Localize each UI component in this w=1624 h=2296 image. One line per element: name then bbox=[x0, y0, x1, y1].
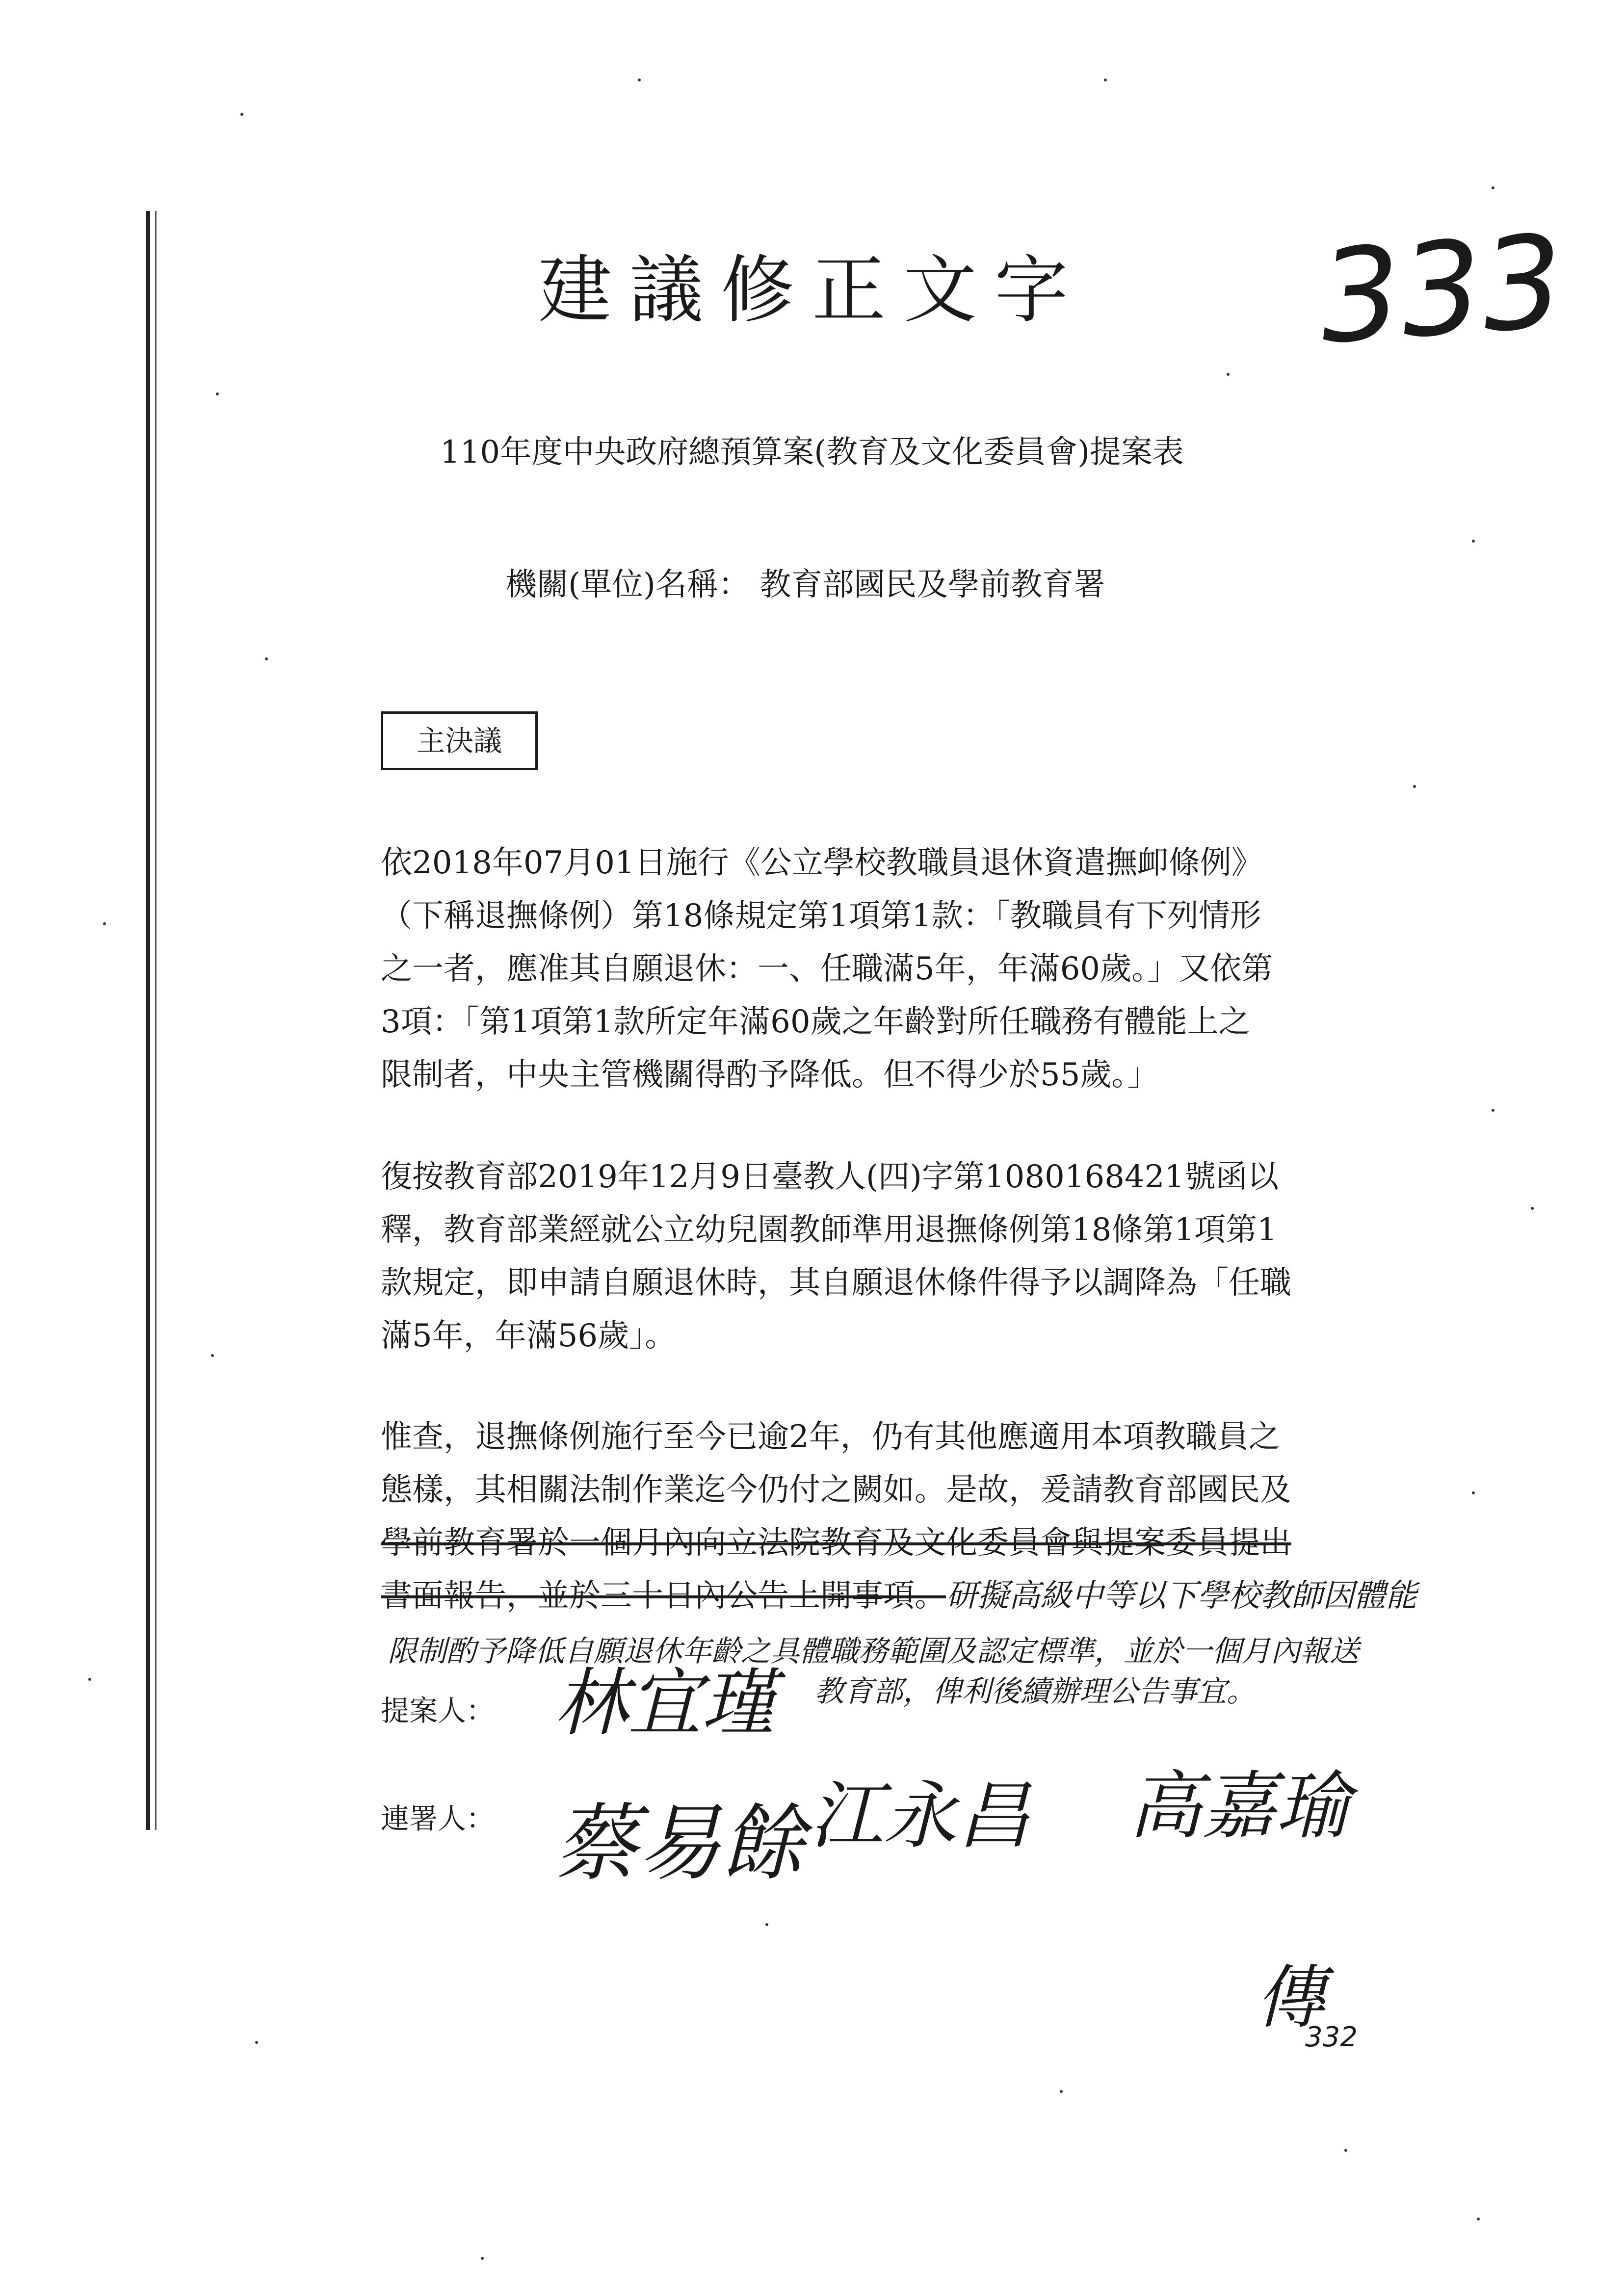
paragraph-3-line: 惟查，退撫條例施行至今已逾2年，仍有其他應適用本項教職員之 bbox=[381, 1419, 1280, 1455]
footer-signature-mark: 傳 bbox=[1256, 1958, 1325, 2038]
scan-speck bbox=[211, 1354, 214, 1357]
scan-speck bbox=[481, 2257, 484, 2260]
footer-page-number: 332 bbox=[1305, 2021, 1358, 2053]
scan-speck bbox=[1060, 2090, 1063, 2093]
form-subtitle: 110年度中央政府總預算案(教育及文化委員會)提案表 bbox=[440, 434, 1184, 470]
paragraph-1-line: 限制者，中央主管機關得酌予降低。但不得少於55歲。」 bbox=[381, 1057, 1159, 1093]
paragraph-2-line: 復按教育部2019年12月9日臺教人(四)字第1080168421號函以 bbox=[381, 1159, 1279, 1195]
cosigner-signature: 高嘉瑜 bbox=[1128, 1764, 1350, 1849]
handwritten-insertion-line: 教育部，俾利後續辦理公告事宜。 bbox=[814, 1674, 1256, 1709]
proposer-signature: 林宜瑾 bbox=[554, 1661, 776, 1746]
cosigner-label: 連署人： bbox=[381, 1802, 495, 1835]
cosigner-signature: 江永昌 bbox=[810, 1774, 1031, 1859]
scan-speck bbox=[1344, 2149, 1347, 2152]
paragraph-2 bbox=[381, 1150, 1291, 1362]
scan-speck bbox=[1227, 373, 1230, 376]
paragraph-1-line: 之一者，應准其自願退休：一、任職滿5年，年滿60歲。」又依第 bbox=[381, 951, 1273, 987]
paragraph-3-line: 態樣，其相關法制作業迄今仍付之闕如。是故，爰請教育部國民及 bbox=[381, 1472, 1291, 1508]
section-label-box: 主決議 bbox=[381, 711, 538, 770]
paragraph-3-mixed-line bbox=[381, 1569, 1417, 1622]
paragraph-2-line: 釋，教育部業經就公立幼兒園教師準用退撫條例第18條第1項第1 bbox=[381, 1212, 1277, 1248]
scan-speck bbox=[88, 1678, 91, 1681]
scan-speck bbox=[638, 78, 641, 81]
agency-name: 機關(單位)名稱： 教育部國民及學前教育署 bbox=[505, 567, 1105, 603]
paragraph-1 bbox=[381, 836, 1283, 1101]
scan-speck bbox=[1477, 2218, 1480, 2220]
struck-text-line: 學前教育署於一個月內向立法院教育及文化委員會與提案委員提出 bbox=[381, 1525, 1291, 1561]
scan-speck bbox=[265, 657, 268, 660]
scan-speck bbox=[1492, 1109, 1494, 1112]
handwritten-insertion-line: 限制酌予降低自願退休年齡之具體職務範圍及認定標準，並於一個月內報送 bbox=[388, 1634, 1359, 1669]
paragraph-2-line: 款規定，即申請自願退休時，其自願退休條件得予以調降為「任職 bbox=[381, 1265, 1291, 1301]
scan-speck bbox=[1492, 186, 1494, 189]
handwritten-insertion: 研擬高級中等以下學校教師因體能 bbox=[946, 1578, 1417, 1614]
scan-speck bbox=[1104, 78, 1107, 81]
paragraph-1-line: 3項：「第1項第1款所定年滿60歲之年齡對所任職務有體能上之 bbox=[381, 1004, 1250, 1040]
cosigner-signature: 蔡易餘 bbox=[554, 1795, 805, 1892]
struck-text: 書面報告，並於三十日內公告上開事項。 bbox=[381, 1578, 946, 1614]
scan-speck bbox=[1472, 540, 1475, 543]
scan-speck bbox=[1531, 1207, 1534, 1210]
proposer-label: 提案人： bbox=[381, 1694, 495, 1727]
scan-speck bbox=[1472, 1491, 1475, 1494]
paragraph-3 bbox=[381, 1410, 1417, 1622]
page-title: 建議修正文字 bbox=[538, 248, 1086, 333]
scan-speck bbox=[765, 1923, 768, 1926]
handwritten-page-number: 333 bbox=[1315, 208, 1569, 372]
scan-speck bbox=[216, 392, 219, 395]
paragraph-2-line: 滿5年，年滿56歲」。 bbox=[381, 1318, 677, 1354]
paragraph-1-line: 依2018年07月01日施行《公立學校教職員退休資遣撫卹條例》 bbox=[381, 845, 1263, 881]
scan-speck bbox=[103, 922, 106, 925]
scan-speck bbox=[1413, 785, 1416, 788]
scan-speck bbox=[240, 113, 243, 116]
paragraph-1-line: （下稱退撫條例）第18條規定第1項第1款：「教職員有下列情形 bbox=[381, 898, 1261, 934]
scan-speck bbox=[255, 2041, 258, 2044]
